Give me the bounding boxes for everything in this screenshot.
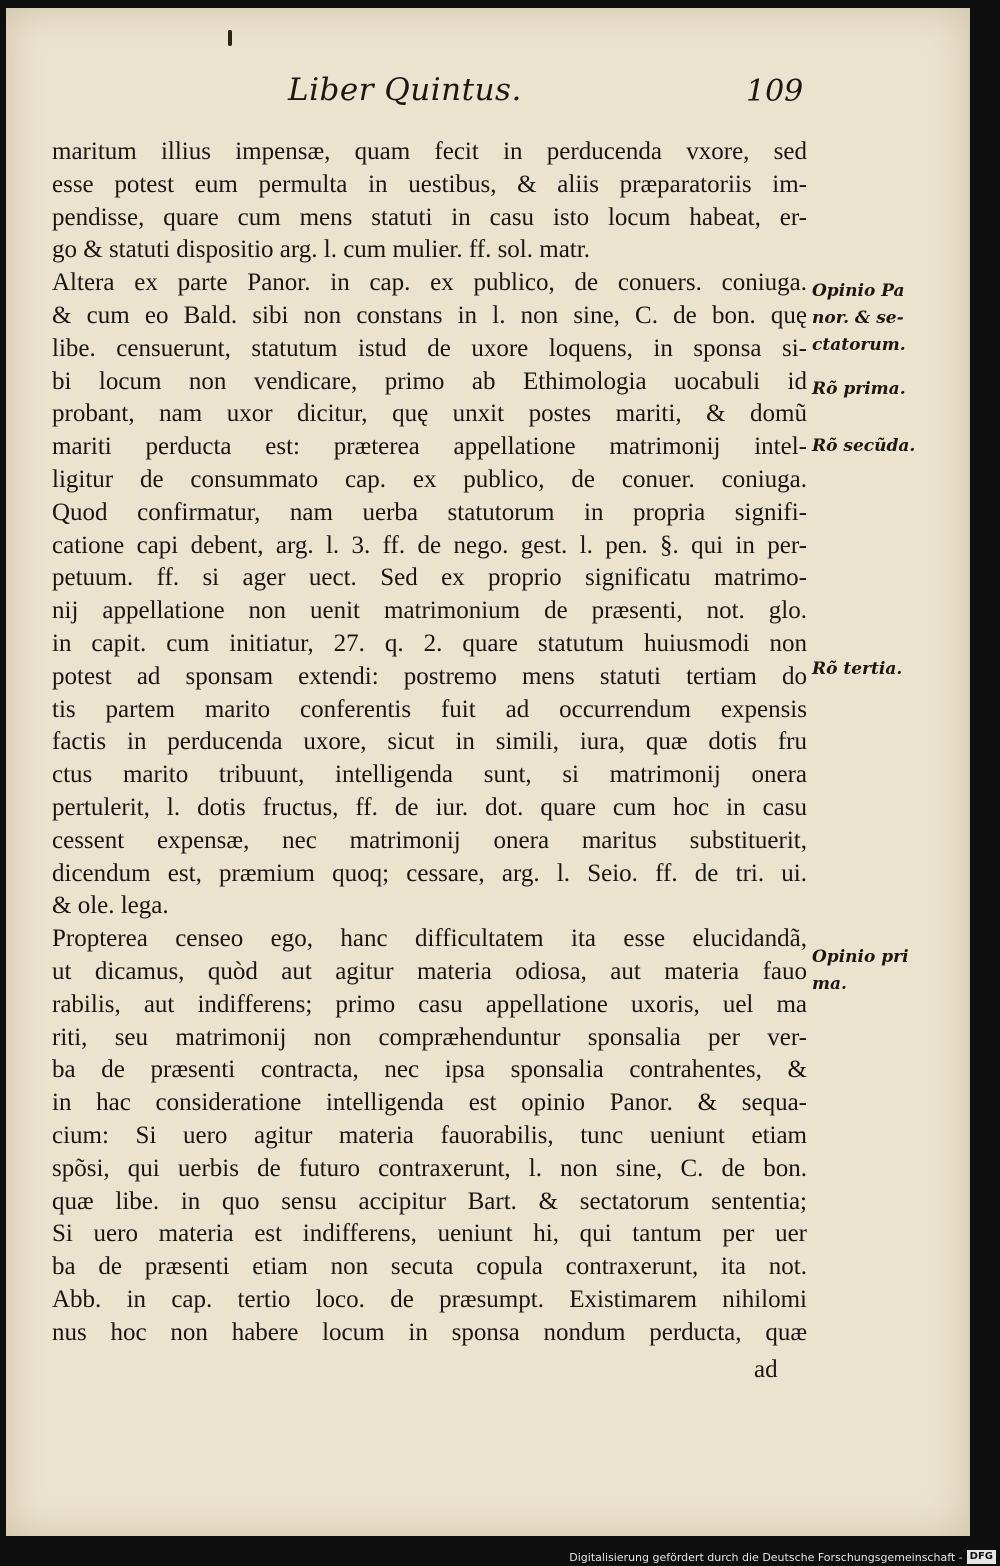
text-line: tis partem marito conferentis fuit ad occurrendum expensis: [52, 695, 807, 723]
text-line: cessent expensæ, nec matrimonij onera maritus substituerit,: [52, 826, 807, 854]
text-line: nij appellatione non uenit matrimonium de præsenti, not. glo.: [52, 597, 807, 625]
text-line: Quod confirmatur, nam uerba statutorum in propria signifi-: [52, 498, 807, 526]
page-number: 109: [746, 74, 804, 109]
text-line: ctus marito tribuunt, intelligenda sunt, si matrimonij onera: [52, 761, 807, 789]
text-line: Si uero materia est indifferens, ueniunt hi, qui tantum per uer: [52, 1220, 807, 1248]
text-line: spõsi, qui uerbis de futuro contraxerunt, l. non sine, C. de bon.: [52, 1154, 807, 1182]
text-line: potest ad sponsam extendi: postremo mens statuti tertiam do: [52, 662, 807, 690]
text-line: factis in perducenda uxore, sicut in simili, iura, quæ dotis fru: [52, 728, 807, 756]
marginal-note-line: Rõ prima.: [812, 379, 906, 399]
ink-mark: [228, 30, 232, 46]
text-line: in hac consideratione intelligenda est opinio Panor. & sequa-: [52, 1089, 807, 1117]
text-line: ligitur de consummato cap. ex publico, de conuer. coniuga.: [52, 465, 807, 493]
text-line: dicendum est, præmium quoq; cessare, arg. l. Seio. ff. de tri. ui.: [52, 859, 807, 887]
book-page: [6, 8, 970, 1536]
text-line: catione capi debent, arg. l. 3. ff. de nego. gest. l. pen. §. qui in per-: [52, 531, 807, 559]
text-line: ba de præsenti etiam non secuta copula contraxerunt, ita not.: [52, 1253, 807, 1281]
marginal-note-line: Opinio pri: [812, 947, 909, 967]
main-text-block: [52, 136, 807, 1349]
text-line: riti, seu matrimonij non compræhenduntur sponsalia per ver-: [52, 1023, 807, 1051]
text-line: mariti perducta est: præterea appellatione matrimonij intel-: [52, 433, 807, 461]
text-line: probant, nam uxor dicitur, quę unxit postes mariti, & domũ: [52, 400, 807, 428]
marginal-note-line: nor. & se-: [812, 308, 904, 328]
funding-credit: Digitalisierung gefördert durch die Deutsche Forschungsgemeinschaft -: [569, 1550, 963, 1564]
dfg-logo-icon: DFG: [967, 1550, 996, 1564]
text-line: & cum eo Bald. sibi non constans in l. non sine, C. de bon. quę: [52, 301, 807, 329]
text-line: Altera ex parte Panor. in cap. ex publico, de conuers. coniuga.: [52, 269, 807, 297]
text-line: Abb. in cap. tertio loco. de præsumpt. Existimarem nihilomi: [52, 1285, 807, 1313]
text-line: in capit. cum initiatur, 27. q. 2. quare statutum huiusmodi non: [52, 629, 807, 657]
text-line: nus hoc non habere locum in sponsa nondum perducta, quæ: [52, 1318, 807, 1346]
marginal-note-line: ctatorum.: [812, 335, 906, 355]
text-line: petuum. ff. si ager uect. Sed ex proprio significatu matrimo-: [52, 564, 807, 592]
text-line: ba de præsenti contracta, nec ipsa sponsalia contrahentes, &: [52, 1056, 807, 1084]
marginal-note-ratio-tertia: [812, 656, 902, 683]
marginal-note-ratio-prima: [812, 376, 906, 403]
text-line: & ole. lega.: [52, 892, 169, 920]
marginal-note-opinio-panor: [812, 278, 906, 359]
marginal-note-opinio-prima: [812, 944, 909, 998]
digitization-footer: [569, 1548, 1000, 1566]
marginal-note-line: Rõ tertia.: [812, 659, 903, 679]
text-line: ut dicamus, quòd aut agitur materia odiosa, aut materia fauo: [52, 957, 807, 985]
text-line: rabilis, aut indifferens; primo casu appellatione uxoris, uel ma: [52, 990, 807, 1018]
text-line: quæ libe. in quo sensu accipitur Bart. & sectatorum sententia;: [52, 1187, 807, 1215]
marginal-note-line: Opinio Pa: [812, 281, 905, 301]
text-line: maritum illius impensæ, quam fecit in perducenda vxore, sed: [52, 138, 807, 165]
marginal-note-line: Rõ secũda.: [812, 436, 916, 456]
marginal-note-ratio-secunda: [812, 433, 915, 460]
running-head-title: Liber Quintus.: [288, 72, 522, 108]
text-line: esse potest eum permulta in uestibus, & aliis præparatoriis im-: [52, 170, 807, 198]
text-line: pendisse, quare cum mens statuti in casu isto locum habeat, er-: [52, 203, 807, 231]
text-line: pertulerit, l. dotis fructus, ff. de iur. dot. quare cum hoc in casu: [52, 793, 807, 821]
marginal-note-line: ma.: [812, 974, 847, 994]
catchword: ad: [754, 1356, 778, 1383]
text-line: go & statuti dispositio arg. l. cum mulier. ff. sol. matr.: [52, 236, 590, 264]
text-line: cium: Si uero agitur materia fauorabilis, tunc ueniunt etiam: [52, 1121, 807, 1149]
text-line: bi locum non vendicare, primo ab Ethimologia uocabuli id: [52, 367, 807, 395]
text-line: Propterea censeo ego, hanc difficultatem ita esse elucidandã,: [52, 925, 807, 953]
text-line: libe. censuerunt, statutum istud de uxore loquens, in sponsa si-: [52, 334, 807, 362]
